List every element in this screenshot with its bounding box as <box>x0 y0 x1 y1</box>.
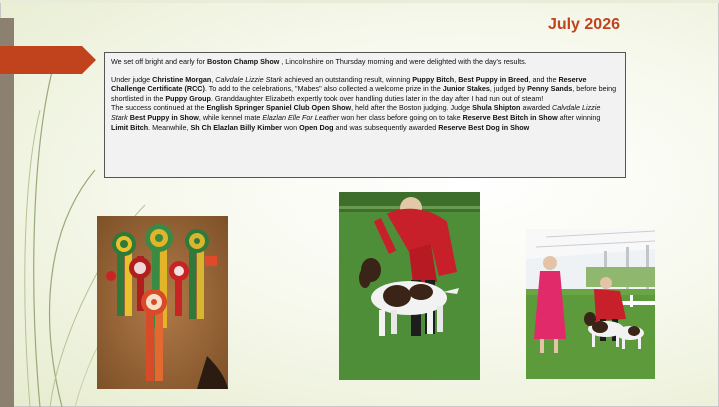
paragraph-3 <box>111 103 619 132</box>
text: and was subsequently awarded <box>333 122 439 132</box>
bold-text: Christine Morgan <box>152 74 212 84</box>
bold-text: Limit Bitch <box>111 122 149 132</box>
text: , held after the Boston judging. Judge <box>351 103 473 113</box>
text: , Lincolnshire on Thursday morning and were delighted with the day's results. <box>279 57 527 66</box>
title-arrow-shape <box>0 46 96 74</box>
paragraph-1 <box>111 57 619 67</box>
text: won her class before going on to take <box>339 112 463 122</box>
text: , and the <box>528 74 559 84</box>
bold-text: Reserve Best Bitch in Show <box>462 112 558 122</box>
bold-text: Shula Shipton <box>472 103 521 113</box>
story-textbox <box>104 52 626 178</box>
handler-with-springer-photo <box>339 192 480 380</box>
bold-text: Junior Stakes <box>442 84 490 94</box>
text: Under judge <box>111 74 153 84</box>
judging-ring-photo <box>526 229 655 379</box>
bold-text: Sh Ch Elazlan Billy Kimber <box>190 122 282 132</box>
bold-text: Puppy Group <box>165 93 211 103</box>
text: achieved an outstanding result, winning <box>282 74 413 84</box>
text: We set off bright and early for <box>111 57 208 66</box>
text: , judged by <box>489 84 528 94</box>
bold-text: Reserve Challenge Certificate (RCC) <box>111 74 587 94</box>
paragraph-2 <box>111 75 619 104</box>
text: . Granddaughter Elizabeth expertly took over handling duties later in the day after I had run out of steam! <box>210 93 544 103</box>
bold-text: Open Dog <box>299 122 334 132</box>
text: , <box>211 74 216 84</box>
bold-text: Best Puppy in Breed <box>458 74 529 84</box>
bold-text: English Springer Spaniel Club Open Show <box>206 103 352 113</box>
text: won <box>281 122 300 132</box>
text: . To add to the celebrations, "Mabes" also collected a welcome prize in the <box>204 84 443 94</box>
bold-text: Boston Champ Show <box>207 57 280 66</box>
bold-text: Best Puppy in Show <box>129 112 199 122</box>
slide-title: July 2026 <box>547 16 620 33</box>
bold-text: Puppy Bitch <box>412 74 455 84</box>
text: awarded <box>520 103 553 113</box>
italic-text: Calvdale Lizzie Stark <box>215 74 283 84</box>
bold-text: Penny Sands <box>527 84 573 94</box>
italic-text: Elazlan Elle For Leather <box>262 112 340 122</box>
text: , <box>454 74 459 84</box>
text: after winning <box>557 112 601 122</box>
text: , while kennel mate <box>198 112 263 122</box>
text: . Meanwhile, <box>148 122 191 132</box>
text: , before being shortlisted in the <box>111 84 617 103</box>
rosettes-photo <box>97 216 228 389</box>
text: The success continued at the <box>111 103 207 113</box>
italic-text: Calvdale Lizzie Stark <box>111 103 601 122</box>
bold-text: Reserve Best Dog in Show <box>438 122 530 132</box>
